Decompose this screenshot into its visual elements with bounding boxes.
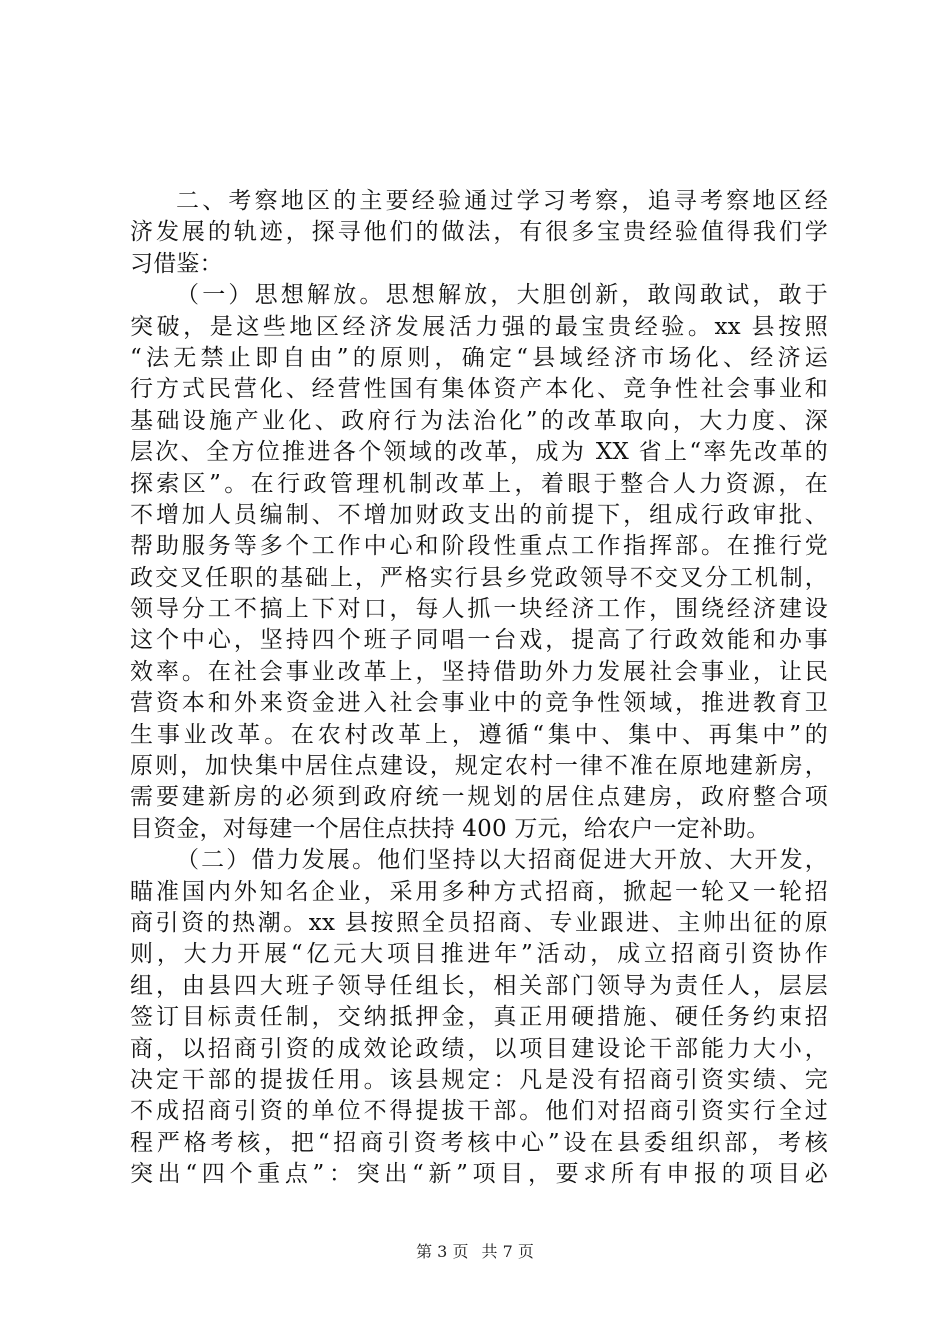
paragraph-2-line-10: 政交叉任职的基础上，严格实行县乡党政领导不交叉分工机制， [130,564,828,591]
paragraph-3-line-4: 则，大力开展“亿元大项目推进年”活动，成立招商引资协作 [130,941,828,968]
paragraph-1-line-1: 二、考察地区的主要经验通过学习考察，追寻考察地区经 [176,188,828,214]
paragraph-2-line-17: 需要建新房的必须到政府统一规划的居住点建房，政府整合项 [130,784,828,811]
paragraph-2-line-3: “法无禁止即自由”的原则，确定“县域经济市场化、经济运 [130,344,828,371]
paragraph-2-line-12: 这个中心，坚持四个班子同唱一台戏，提高了行政效能和办事 [130,627,828,654]
paragraph-2-line-7: 探索区”。在行政管理机制改革上，着眼于整合人力资源，在 [130,470,828,497]
paragraph-2-line-8: 不增加人员编制、不增加财政支出的前提下，组成行政审批、 [130,501,828,528]
paragraph-2-line-14: 营资本和外来资金进入社会事业中的竞争性领域，推进教育卫 [130,690,828,717]
paragraph-2-line-6: 层次、全方位推进各个领域的改革，成为 XX 省上“率先改革的 [130,439,828,466]
paragraph-3-line-7: 商，以招商引资的成效论政绩，以项目建设论干部能力大小， [130,1035,828,1062]
paragraph-1-line-2: 济发展的轨迹，探寻他们的做法，有很多宝贵经验值得我们学 [130,219,828,246]
page-number: 第 3 页 [416,1242,469,1261]
paragraph-2-line-1: （一）思想解放。思想解放，大胆创新，敢闯敢试，敢于 [176,282,828,309]
paragraph-2-line-16: 原则，加快集中居住点建设，规定农村一律不准在原地建新房， [130,753,828,780]
paragraph-2-line-11: 领导分工不搞上下对口，每人抓一块经济工作，围绕经济建设 [130,596,828,623]
page-count: 共 7 页 [481,1242,534,1261]
paragraph-2-line-15: 生事业改革。在农村改革上，遵循“集中、集中、再集中”的 [130,721,828,748]
paragraph-3-line-5: 组，由县四大班子领导任组长，相关部门领导为责任人，层层 [130,972,828,999]
document-body [130,186,828,1191]
paragraph-3-line-9: 不成招商引资的单位不得提拔干部。他们对招商引资实行全过 [130,1098,828,1125]
paragraph-3-line-10: 程严格考核，把“招商引资考核中心”设在县委组织部，考核 [130,1129,828,1156]
paragraph-3-line-1: （二）借力发展。他们坚持以大招商促进大开放、大开发， [176,847,828,874]
paragraph-2-line-5: 基础设施产业化、政府行为法治化”的改革取向，大力度、深 [130,407,828,434]
paragraph-3-line-8: 决定干部的提拔任用。该县规定：凡是没有招商引资实绩、完 [130,1066,828,1093]
paragraph-2-line-4: 行方式民营化、经营性国有集体资产本化、竞争性社会事业和 [130,376,828,403]
paragraph-2-line-2: 突破，是这些地区经济发展活力强的最宝贵经验。xx 县按照 [130,313,828,340]
page-footer [0,1242,950,1262]
paragraph-2-line-9: 帮助服务等多个工作中心和阶段性重点工作指挥部。在推行党 [130,533,828,560]
paragraph-3-line-2: 瞄准国内外知名企业，采用多种方式招商，掀起一轮又一轮招 [130,878,828,905]
paragraph-2-line-13: 效率。在社会事业改革上，坚持借助外力发展社会事业，让民 [130,658,828,685]
paragraph-1-line-3: 习借鉴： [130,250,223,277]
paragraph-3-line-3: 商引资的热潮。xx 县按照全员招商、专业跟进、主帅出征的原 [130,909,828,936]
paragraph-3-line-6: 签订目标责任制，交纳抵押金，真正用硬措施、硬任务约束招 [130,1004,828,1031]
paragraph-3-line-11: 突出“四个重点”：突出“新”项目，要求所有申报的项目必 [130,1161,828,1188]
paragraph-2-line-18: 目资金，对每建一个居住点扶持 400 万元，给农户一定补助。 [130,815,770,842]
